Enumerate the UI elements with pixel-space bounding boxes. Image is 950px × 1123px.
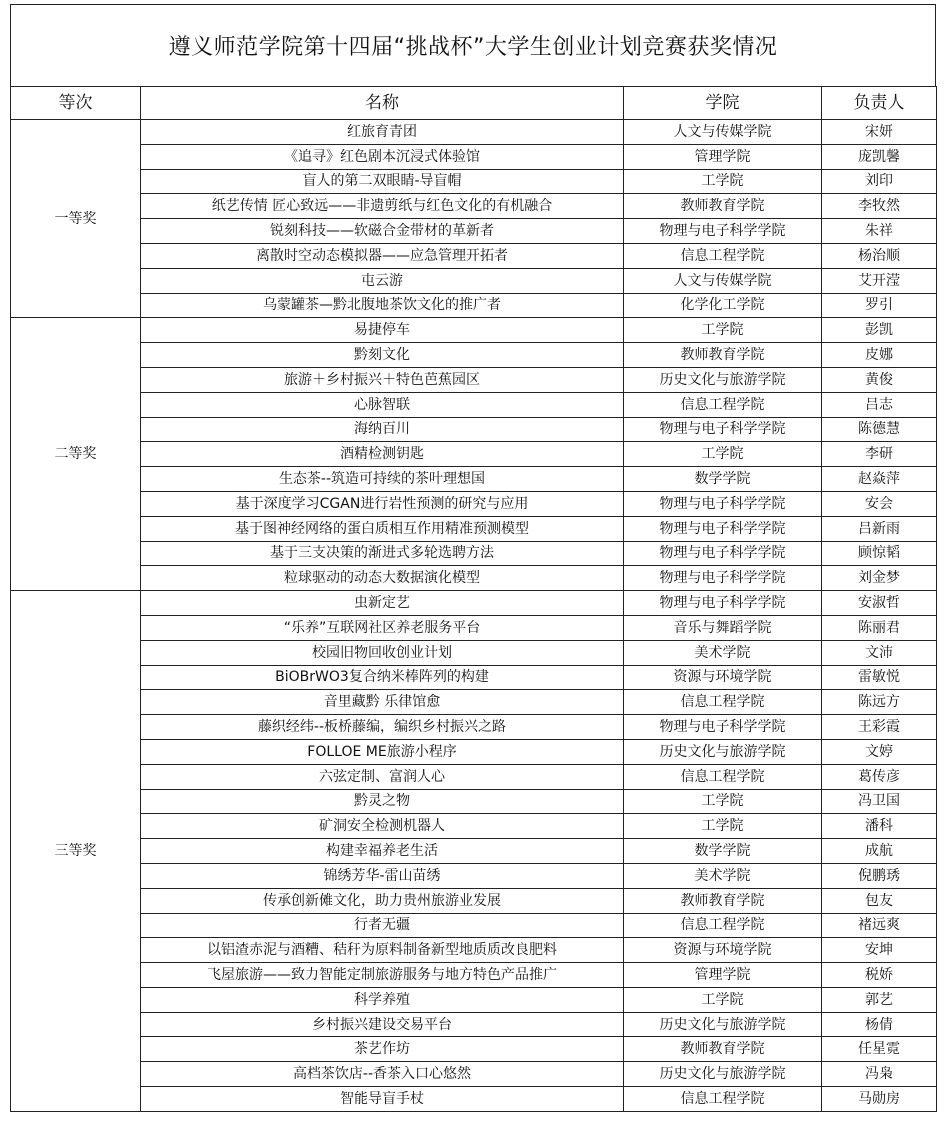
table-row [11, 863, 937, 888]
college-cell: 教师教育学院 [624, 194, 822, 219]
project-name-cell: 酒精检测钥匙 [141, 442, 624, 467]
project-name-cell: 《追寻》红色剧本沉浸式体验馆 [141, 144, 624, 169]
college-cell: 管理学院 [624, 144, 822, 169]
table-row [11, 541, 937, 566]
table-row [11, 665, 937, 690]
table-row [11, 615, 937, 640]
project-name-cell: 藤织经纬--板桥藤编，编织乡村振兴之路 [141, 715, 624, 740]
project-name-cell: 虫新定艺 [141, 591, 624, 616]
table-row [11, 963, 937, 988]
project-name-cell: 科学养殖 [141, 987, 624, 1012]
college-cell: 物理与电子科学学院 [624, 541, 822, 566]
table-row [11, 640, 937, 665]
college-cell: 信息工程学院 [624, 913, 822, 938]
college-cell: 历史文化与旅游学院 [624, 367, 822, 392]
table-row [11, 913, 937, 938]
project-name-cell: 海纳百川 [141, 417, 624, 442]
leader-cell: 任星霓 [822, 1037, 937, 1062]
college-cell: 音乐与舞蹈学院 [624, 615, 822, 640]
leader-cell: 罗引 [822, 293, 937, 318]
project-name-cell: 构建幸福养老生活 [141, 839, 624, 864]
college-cell: 工学院 [624, 318, 822, 343]
college-cell: 工学院 [624, 987, 822, 1012]
college-cell: 工学院 [624, 169, 822, 194]
leader-cell: 冯枭 [822, 1062, 937, 1087]
project-name-cell: 黔灵之物 [141, 789, 624, 814]
leader-cell: 宋妍 [822, 120, 937, 145]
college-cell: 信息工程学院 [624, 690, 822, 715]
leader-cell: 雷敏悦 [822, 665, 937, 690]
table-row [11, 442, 937, 467]
leader-cell: 吕新雨 [822, 516, 937, 541]
project-name-cell: 锦绣芳华-雷山苗绣 [141, 863, 624, 888]
project-name-cell: 易捷停车 [141, 318, 624, 343]
project-name-cell: 心脉智联 [141, 392, 624, 417]
table-row [11, 343, 937, 368]
table-row [11, 1087, 937, 1112]
project-name-cell: “乐养”互联网社区养老服务平台 [141, 615, 624, 640]
leader-cell: 郭艺 [822, 987, 937, 1012]
table-row [11, 169, 937, 194]
leader-cell: 陈远方 [822, 690, 937, 715]
leader-cell: 黄俊 [822, 367, 937, 392]
project-name-cell: 六弦定制、富润人心 [141, 764, 624, 789]
leader-cell: 皮娜 [822, 343, 937, 368]
table-row [11, 120, 937, 145]
college-cell: 工学院 [624, 789, 822, 814]
table-row [11, 1037, 937, 1062]
college-cell: 信息工程学院 [624, 392, 822, 417]
page-title: 遵义师范学院第十四届“挑战杯”大学生创业计划竞赛获奖情况 [10, 4, 936, 86]
awards-table-body [11, 120, 937, 1112]
leader-cell: 成航 [822, 839, 937, 864]
college-cell: 物理与电子科学学院 [624, 715, 822, 740]
college-cell: 美术学院 [624, 863, 822, 888]
table-row [11, 243, 937, 268]
leader-cell: 税娇 [822, 963, 937, 988]
table-row [11, 268, 937, 293]
leader-cell: 王彩霞 [822, 715, 937, 740]
leader-cell: 杨治顺 [822, 243, 937, 268]
project-name-cell: 盲人的第二双眼睛-导盲帽 [141, 169, 624, 194]
award-sheet [10, 4, 936, 1112]
table-row [11, 715, 937, 740]
college-cell: 工学院 [624, 814, 822, 839]
college-cell: 信息工程学院 [624, 764, 822, 789]
college-cell: 历史文化与旅游学院 [624, 1012, 822, 1037]
project-name-cell: 屯云游 [141, 268, 624, 293]
project-name-cell: 茶艺作坊 [141, 1037, 624, 1062]
table-row [11, 144, 937, 169]
project-name-cell: 离散时空动态模拟器——应急管理开拓者 [141, 243, 624, 268]
college-cell: 人文与传媒学院 [624, 120, 822, 145]
table-row [11, 1062, 937, 1087]
leader-cell: 倪鹏琇 [822, 863, 937, 888]
project-name-cell: 生态茶--筑造可持续的茶叶理想国 [141, 467, 624, 492]
leader-cell: 文婷 [822, 739, 937, 764]
project-name-cell: 高档茶饮店--香茶入口心悠然 [141, 1062, 624, 1087]
leader-cell: 彭凯 [822, 318, 937, 343]
leader-cell: 朱祥 [822, 219, 937, 244]
project-name-cell: 校园旧物回收创业计划 [141, 640, 624, 665]
table-row [11, 591, 937, 616]
college-cell: 历史文化与旅游学院 [624, 1062, 822, 1087]
award-rank-cell: 二等奖 [11, 318, 141, 591]
table-row [11, 739, 937, 764]
header-name: 名称 [141, 87, 624, 120]
leader-cell: 陈德慧 [822, 417, 937, 442]
leader-cell: 顾惊韬 [822, 541, 937, 566]
table-row [11, 789, 937, 814]
college-cell: 数学学院 [624, 839, 822, 864]
project-name-cell: 粒球驱动的动态大数据演化模型 [141, 566, 624, 591]
project-name-cell: 基于三支决策的渐进式多轮选聘方法 [141, 541, 624, 566]
leader-cell: 杨倩 [822, 1012, 937, 1037]
header-college: 学院 [624, 87, 822, 120]
table-row [11, 467, 937, 492]
project-name-cell: 行者无疆 [141, 913, 624, 938]
project-name-cell: BiOBrWO3复合纳米棒阵列的构建 [141, 665, 624, 690]
project-name-cell: 矿洞安全检测机器人 [141, 814, 624, 839]
college-cell: 物理与电子科学学院 [624, 516, 822, 541]
college-cell: 教师教育学院 [624, 888, 822, 913]
table-row [11, 367, 937, 392]
leader-cell: 陈丽君 [822, 615, 937, 640]
leader-cell: 包友 [822, 888, 937, 913]
table-row [11, 888, 937, 913]
leader-cell: 刘金梦 [822, 566, 937, 591]
table-row [11, 491, 937, 516]
table-row [11, 938, 937, 963]
project-name-cell: 红旅育青团 [141, 120, 624, 145]
college-cell: 数学学院 [624, 467, 822, 492]
table-row [11, 690, 937, 715]
header-row [11, 87, 937, 120]
table-row [11, 839, 937, 864]
table-row [11, 194, 937, 219]
table-row [11, 987, 937, 1012]
leader-cell: 刘印 [822, 169, 937, 194]
header-leader: 负责人 [822, 87, 937, 120]
college-cell: 美术学院 [624, 640, 822, 665]
leader-cell: 庞凯馨 [822, 144, 937, 169]
leader-cell: 李牧然 [822, 194, 937, 219]
project-name-cell: 锐刻科技——软磁合金带材的革新者 [141, 219, 624, 244]
table-row [11, 814, 937, 839]
leader-cell: 马勋房 [822, 1087, 937, 1112]
project-name-cell: 旅游＋乡村振兴＋特色芭蕉园区 [141, 367, 624, 392]
project-name-cell: 纸艺传情 匠心致远——非遗剪纸与红色文化的有机融合 [141, 194, 624, 219]
table-row [11, 293, 937, 318]
table-row [11, 566, 937, 591]
college-cell: 信息工程学院 [624, 243, 822, 268]
project-name-cell: 乡村振兴建设交易平台 [141, 1012, 624, 1037]
table-row [11, 219, 937, 244]
college-cell: 物理与电子科学学院 [624, 417, 822, 442]
award-rank-cell: 三等奖 [11, 591, 141, 1112]
leader-cell: 艾开滢 [822, 268, 937, 293]
table-row [11, 318, 937, 343]
project-name-cell: 基于深度学习CGAN进行岩性预测的研究与应用 [141, 491, 624, 516]
college-cell: 历史文化与旅游学院 [624, 739, 822, 764]
table-row [11, 764, 937, 789]
awards-table [10, 86, 937, 1112]
leader-cell: 吕志 [822, 392, 937, 417]
college-cell: 教师教育学院 [624, 1037, 822, 1062]
project-name-cell: 音里藏黔 乐律馆愈 [141, 690, 624, 715]
college-cell: 物理与电子科学学院 [624, 491, 822, 516]
project-name-cell: 传承创新傩文化，助力贵州旅游业发展 [141, 888, 624, 913]
project-name-cell: 基于图神经网络的蛋白质相互作用精准预测模型 [141, 516, 624, 541]
college-cell: 物理与电子科学学院 [624, 591, 822, 616]
leader-cell: 李研 [822, 442, 937, 467]
project-name-cell: FOLLOE ME旅游小程序 [141, 739, 624, 764]
table-row [11, 392, 937, 417]
leader-cell: 安淑哲 [822, 591, 937, 616]
project-name-cell: 飞屋旅游——致力智能定制旅游服务与地方特色产品推广 [141, 963, 624, 988]
project-name-cell: 黔刻文化 [141, 343, 624, 368]
college-cell: 化学化工学院 [624, 293, 822, 318]
college-cell: 管理学院 [624, 963, 822, 988]
college-cell: 资源与环境学院 [624, 665, 822, 690]
leader-cell: 葛传彦 [822, 764, 937, 789]
college-cell: 物理与电子科学学院 [624, 219, 822, 244]
project-name-cell: 智能导盲手杖 [141, 1087, 624, 1112]
leader-cell: 安坤 [822, 938, 937, 963]
college-cell: 资源与环境学院 [624, 938, 822, 963]
leader-cell: 赵焱萍 [822, 467, 937, 492]
table-row [11, 1012, 937, 1037]
leader-cell: 安会 [822, 491, 937, 516]
award-rank-cell: 一等奖 [11, 120, 141, 318]
college-cell: 信息工程学院 [624, 1087, 822, 1112]
header-rank: 等次 [11, 87, 141, 120]
leader-cell: 褚远爽 [822, 913, 937, 938]
college-cell: 工学院 [624, 442, 822, 467]
project-name-cell: 乌蒙罐茶—黔北腹地茶饮文化的推广者 [141, 293, 624, 318]
college-cell: 人文与传媒学院 [624, 268, 822, 293]
project-name-cell: 以铝渣赤泥与酒糟、秸秆为原料制备新型地质质改良肥料 [141, 938, 624, 963]
college-cell: 教师教育学院 [624, 343, 822, 368]
leader-cell: 潘科 [822, 814, 937, 839]
leader-cell: 冯卫国 [822, 789, 937, 814]
leader-cell: 文沛 [822, 640, 937, 665]
table-row [11, 417, 937, 442]
table-row [11, 516, 937, 541]
college-cell: 物理与电子科学学院 [624, 566, 822, 591]
